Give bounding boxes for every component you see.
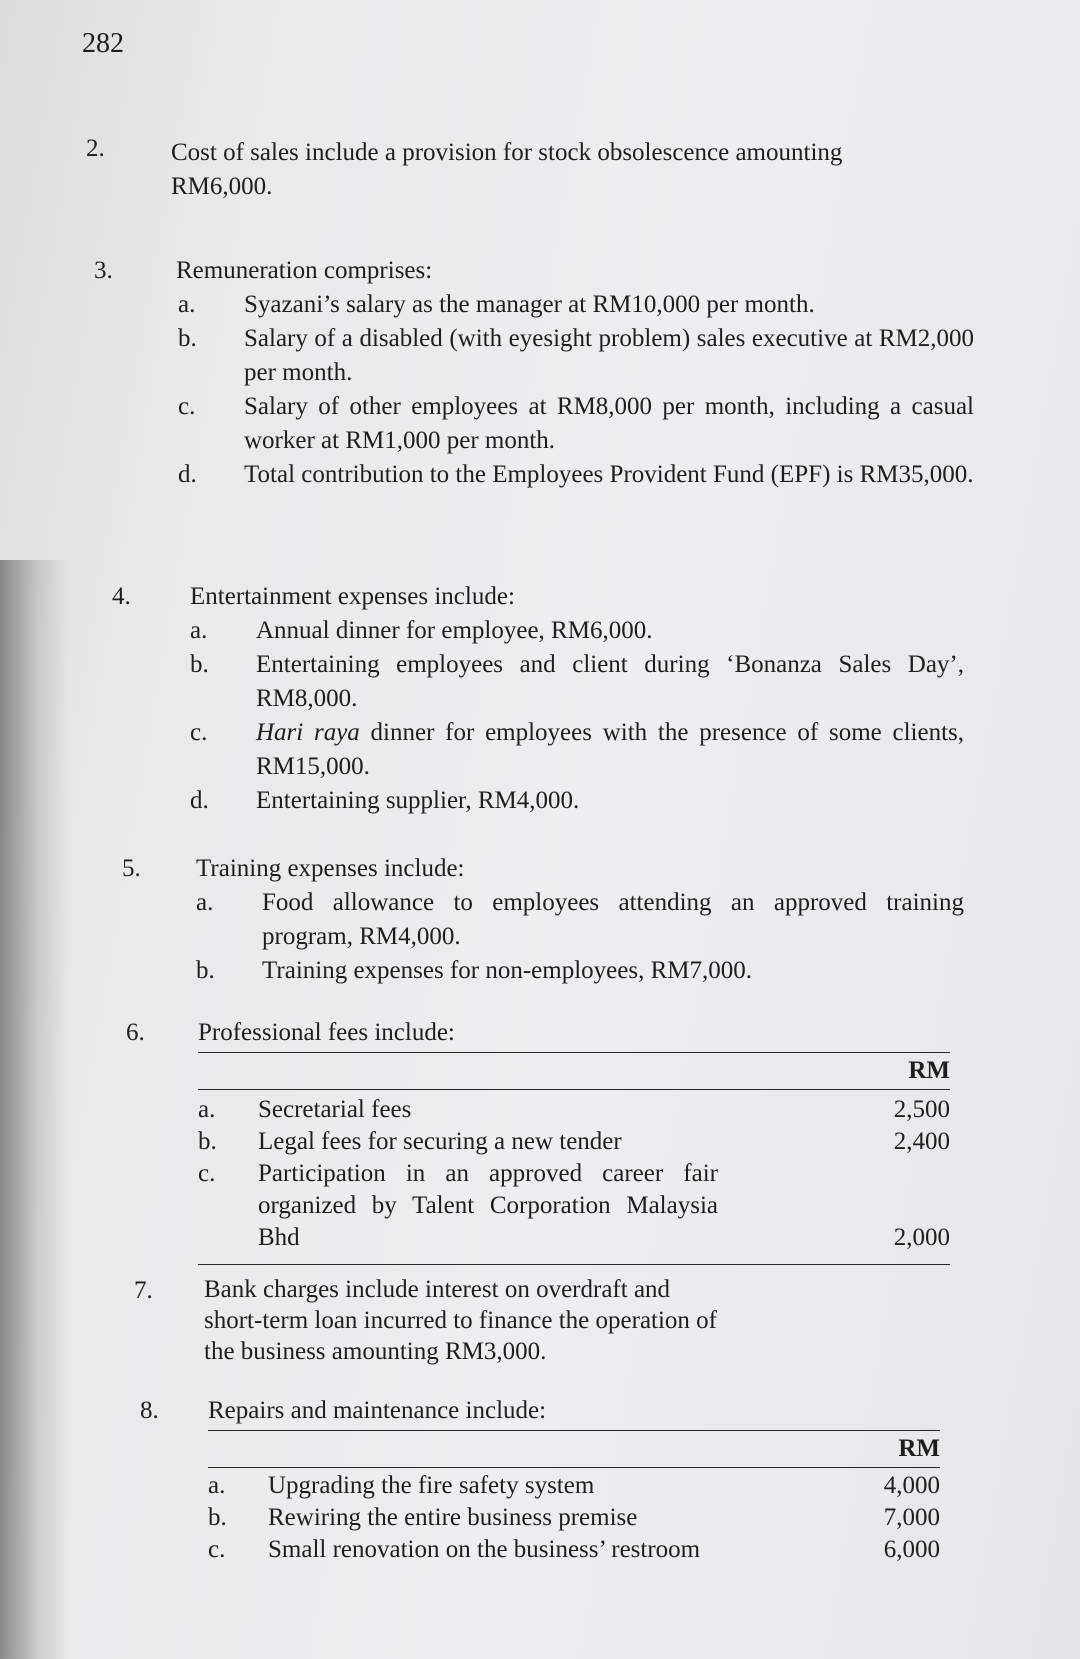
sub-letter: b. <box>190 651 209 678</box>
sub-letter: d. <box>178 461 197 488</box>
table-row <box>198 1126 950 1158</box>
note-text: Bank charges include interest on overdraft and short-term loan incurred to finance the operation of the business amounting RM3,000. <box>204 1276 718 1365</box>
sub-item <box>190 648 964 716</box>
row-description: Rewiring the entire business premise <box>268 1504 638 1531</box>
table-row <box>198 1090 950 1127</box>
sub-letter: a. <box>178 291 196 318</box>
table-row <box>208 1468 940 1503</box>
row-letter: b. <box>198 1128 217 1155</box>
note-text-line: Cost of sales include a provision for stock obsolescence amounting <box>171 139 843 166</box>
sub-item <box>178 322 974 390</box>
row-description: Upgrading the fire safety system <box>268 1472 595 1499</box>
sub-item <box>190 716 964 784</box>
sub-letter: b. <box>196 957 215 984</box>
row-letter: c. <box>208 1536 226 1563</box>
sub-text: Entertaining supplier, RM4,000. <box>256 787 580 814</box>
sub-text: Total contribution to the Employees Provident Fund (EPF) is RM35,000. <box>244 461 974 488</box>
sub-item <box>196 886 964 954</box>
sub-text: Syazani’s salary as the manager at RM10,000 per month. <box>244 291 815 318</box>
currency-header: RM <box>908 1057 950 1084</box>
row-description: Secretarial fees <box>258 1096 412 1123</box>
sub-item <box>196 954 964 988</box>
note-number: 6. <box>126 1019 145 1046</box>
note-heading: Remuneration comprises: <box>176 257 433 284</box>
sub-letter: b. <box>178 325 197 352</box>
sub-item <box>190 784 964 818</box>
row-letter: b. <box>208 1504 227 1531</box>
fees-table <box>198 1053 950 1254</box>
note-number: 7. <box>134 1277 153 1304</box>
sub-text: Salary of a disabled (with eyesight problem) sales executive at RM2,000 per month. <box>244 325 974 386</box>
sub-item <box>178 458 974 492</box>
row-amount: 2,000 <box>893 1224 950 1251</box>
sub-letter: a. <box>190 617 208 644</box>
sub-letter: c. <box>190 719 208 746</box>
sub-item <box>190 614 964 648</box>
table-row <box>208 1534 940 1566</box>
row-amount: 2,500 <box>893 1096 950 1123</box>
note-number: 8. <box>140 1397 159 1424</box>
note-heading: Professional fees include: <box>198 1016 950 1053</box>
note-number: 2. <box>86 135 105 162</box>
row-amount: 2,400 <box>893 1128 950 1155</box>
sub-text: dinner for employees with the presence of some clients, RM15,000. <box>256 719 964 780</box>
sub-text-italic: Hari raya <box>256 719 360 746</box>
row-amount: 4,000 <box>883 1472 940 1499</box>
table-row <box>208 1502 940 1534</box>
note-heading: Training expenses include: <box>196 855 465 882</box>
page-number: 282 <box>82 28 124 59</box>
sub-text: Entertaining employees and client during ‘Bonanza Sales Day’, RM8,000. <box>256 651 964 712</box>
row-amount: 6,000 <box>883 1536 940 1563</box>
note-number: 3. <box>94 257 113 284</box>
sub-letter: d. <box>190 787 209 814</box>
row-amount: 7,000 <box>883 1504 940 1531</box>
row-letter: a. <box>198 1096 216 1123</box>
sub-letter: a. <box>196 889 214 916</box>
row-letter: c. <box>198 1160 216 1187</box>
note-number: 4. <box>112 583 131 610</box>
row-letter: a. <box>208 1472 226 1499</box>
sub-item <box>178 390 974 458</box>
note-heading: Entertainment expenses include: <box>190 583 515 610</box>
note-heading: Repairs and maintenance include: <box>208 1394 940 1431</box>
currency-header: RM <box>898 1435 940 1462</box>
sub-text: Food allowance to employees attending an approved training program, RM4,000. <box>262 889 964 950</box>
row-description: Legal fees for securing a new tender <box>258 1128 622 1155</box>
sub-letter: c. <box>178 393 196 420</box>
repairs-table <box>208 1431 940 1566</box>
sub-text: Training expenses for non-employees, RM7,000. <box>262 957 752 984</box>
sub-text: Salary of other employees at RM8,000 per month, including a casual worker at RM1,000 per month. <box>244 393 974 454</box>
page-edge-shadow <box>0 560 70 1659</box>
sub-text: Annual dinner for employee, RM6,000. <box>256 617 653 644</box>
row-description: Participation in an approved career fair organized by Talent Corporation Malaysia Bhd <box>258 1160 718 1251</box>
note-text-line: RM6,000. <box>171 173 273 200</box>
table-row <box>198 1158 950 1254</box>
row-description: Small renovation on the business’ restroom <box>268 1536 701 1563</box>
table-bottom-rule <box>198 1264 950 1265</box>
sub-item <box>178 288 974 322</box>
note-number: 5. <box>122 855 141 882</box>
